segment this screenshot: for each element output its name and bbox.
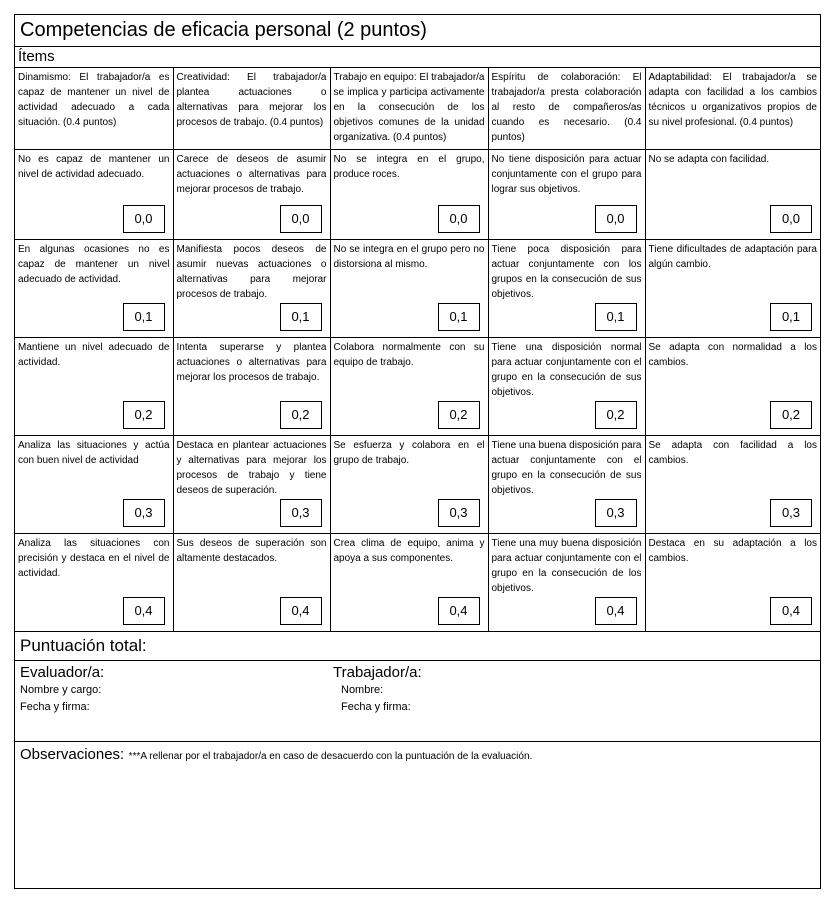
score-box[interactable]: 0,1 [280, 303, 322, 331]
worker-name-label: Nombre: [341, 683, 384, 696]
level-description: Analiza las situaciones y actúa con buen nivel de actividad [18, 439, 170, 466]
score-box[interactable]: 0,1 [770, 303, 812, 331]
evaluation-form [14, 14, 821, 889]
level-cell [330, 435, 488, 533]
level-description: Crea clima de equipo, anima y apoya a sus componentes. [333, 537, 485, 564]
score-box[interactable]: 0,4 [595, 597, 637, 625]
level-description: Tiene una muy buena disposición para actuar conjuntamente con el grupo en la consecución de los objetivos. [491, 537, 642, 594]
observations-heading: Observaciones: [20, 745, 125, 763]
score-box[interactable]: 0,0 [280, 205, 322, 233]
items-label: Ítems [15, 47, 820, 68]
score-box[interactable]: 0,2 [438, 401, 480, 429]
level-description: Destaca en plantear actuaciones y alternativas para mejorar los procesos de trabajo y tiene deseos de superación. [176, 439, 327, 496]
level-row [15, 239, 820, 337]
score-box[interactable]: 0,3 [438, 499, 480, 527]
level-row [15, 149, 820, 239]
level-description: No se integra en el grupo pero no distorsiona al mismo. [333, 243, 485, 270]
level-cell [488, 149, 645, 239]
evaluator-block [20, 664, 104, 716]
header-adaptabilidad: Adaptabilidad: El trabajador/a se adapta con facilidad a los cambios técnicos u organizativos propios de su nivel profesional. (0.4 puntos) [645, 68, 820, 149]
score-box[interactable]: 0,4 [438, 597, 480, 625]
evaluator-heading: Evaluador/a: [20, 663, 105, 681]
level-cell [645, 533, 820, 631]
score-box[interactable]: 0,1 [438, 303, 480, 331]
score-box[interactable]: 0,0 [123, 205, 165, 233]
score-box[interactable]: 0,2 [770, 401, 812, 429]
level-cell [15, 239, 173, 337]
worker-date-label: Fecha y firma: [341, 700, 411, 713]
level-description: Se esfuerza y colabora en el grupo de trabajo. [333, 439, 485, 466]
level-description: Manifiesta pocos deseos de asumir nuevas actuaciones o alternativas para mejorar procesos de trabajo. [176, 243, 327, 300]
level-cell [488, 435, 645, 533]
level-description: No es capaz de mantener un nivel de actividad adecuado. [18, 153, 170, 180]
level-description: Sus deseos de superación son altamente destacados. [176, 537, 327, 564]
level-description: Tiene una buena disposición para actuar conjuntamente con el grupo en la consecución de sus objetivos. [491, 439, 642, 496]
level-description: Colabora normalmente con su equipo de trabajo. [333, 341, 485, 368]
score-box[interactable]: 0,0 [438, 205, 480, 233]
level-cell [173, 149, 330, 239]
level-cell [173, 533, 330, 631]
signature-section [15, 661, 820, 742]
level-description: Carece de deseos de asumir actuaciones o alternativas para mejorar procesos de trabajo. [176, 153, 327, 195]
header-row [15, 68, 820, 149]
level-cell [173, 435, 330, 533]
evaluator-date-label: Fecha y firma: [20, 700, 90, 713]
score-box[interactable]: 0,3 [595, 499, 637, 527]
level-description: Tiene dificultades de adaptación para algún cambio. [648, 243, 817, 270]
score-box[interactable]: 0,2 [595, 401, 637, 429]
level-row [15, 435, 820, 533]
level-cell [15, 533, 173, 631]
level-cell [15, 435, 173, 533]
total-score-label: Puntuación total: [15, 632, 820, 661]
level-cell [330, 239, 488, 337]
score-box[interactable]: 0,3 [280, 499, 322, 527]
level-description: No tiene disposición para actuar conjuntamente con el grupo para lograr sus objetivos. [491, 153, 642, 195]
level-cell [15, 149, 173, 239]
level-description: Tiene poca disposición para actuar conjuntamente con los grupos en la consecución de sus objetivos. [491, 243, 642, 300]
level-description: No se adapta con facilidad. [648, 153, 770, 165]
level-cell [645, 149, 820, 239]
level-description: No se integra en el grupo, produce roces. [333, 153, 485, 180]
level-cell [15, 337, 173, 435]
observations-section[interactable] [15, 742, 820, 768]
score-box[interactable]: 0,4 [280, 597, 322, 625]
level-row [15, 533, 820, 631]
level-cell [330, 149, 488, 239]
level-row [15, 337, 820, 435]
header-dinamismo: Dinamismo: El trabajador/a es capaz de mantener un nivel de actividad adecuado a cada situación. (0.4 puntos) [15, 68, 173, 149]
worker-block [333, 664, 422, 716]
level-cell [173, 239, 330, 337]
level-description: Se adapta con facilidad a los cambios. [648, 439, 817, 466]
level-description: Se adapta con normalidad a los cambios. [648, 341, 817, 368]
evaluator-name-label: Nombre y cargo: [20, 683, 102, 696]
header-trabajo-equipo: Trabajo en equipo: El trabajador/a se implica y participa activamente en la consecución de los objetivos comunes de la unidad organizativa. (0.4 puntos) [330, 68, 488, 149]
observations-note: ***A rellenar por el trabajador/a en caso de desacuerdo con la puntuación de la evaluación. [128, 750, 533, 762]
level-description: Tiene una disposición normal para actuar conjuntamente con el grupo en la consecución de sus objetivos. [491, 341, 642, 398]
level-description: Analiza las situaciones con precisión y destaca en el nivel de actividad. [18, 537, 170, 579]
level-cell [645, 435, 820, 533]
level-description: Destaca en su adaptación a los cambios. [648, 537, 817, 564]
worker-heading: Trabajador/a: [333, 663, 422, 681]
score-box[interactable]: 0,2 [280, 401, 322, 429]
form-title: Competencias de eficacia personal (2 puntos) [15, 15, 820, 47]
level-description: Mantiene un nivel adecuado de actividad. [18, 341, 170, 368]
score-box[interactable]: 0,2 [123, 401, 165, 429]
score-box[interactable]: 0,1 [595, 303, 637, 331]
score-box[interactable]: 0,0 [770, 205, 812, 233]
level-cell [488, 533, 645, 631]
header-creatividad: Creatividad: El trabajador/a plantea actuaciones o alternativas para mejorar los procesos de trabajo. (0.4 puntos) [173, 68, 330, 149]
level-cell [330, 533, 488, 631]
level-cell [645, 337, 820, 435]
score-box[interactable]: 0,3 [123, 499, 165, 527]
level-cell [645, 239, 820, 337]
level-cell [488, 239, 645, 337]
score-box[interactable]: 0,0 [595, 205, 637, 233]
level-cell [330, 337, 488, 435]
level-description: En algunas ocasiones no es capaz de mantener un nivel adecuado de actividad. [18, 243, 170, 285]
level-cell [173, 337, 330, 435]
level-description: Intenta superarse y plantea actuaciones o alternativas para mejorar los procesos de trabajo. [176, 341, 327, 383]
header-colaboracion: Espíritu de colaboración: El trabajador/a presta colaboración al resto de compañeros/as cuando es necesario. (0.4 puntos) [488, 68, 645, 149]
level-cell [488, 337, 645, 435]
score-box[interactable]: 0,1 [123, 303, 165, 331]
score-box[interactable]: 0,4 [770, 597, 812, 625]
competency-grid [15, 68, 820, 632]
score-box[interactable]: 0,3 [770, 499, 812, 527]
score-box[interactable]: 0,4 [123, 597, 165, 625]
